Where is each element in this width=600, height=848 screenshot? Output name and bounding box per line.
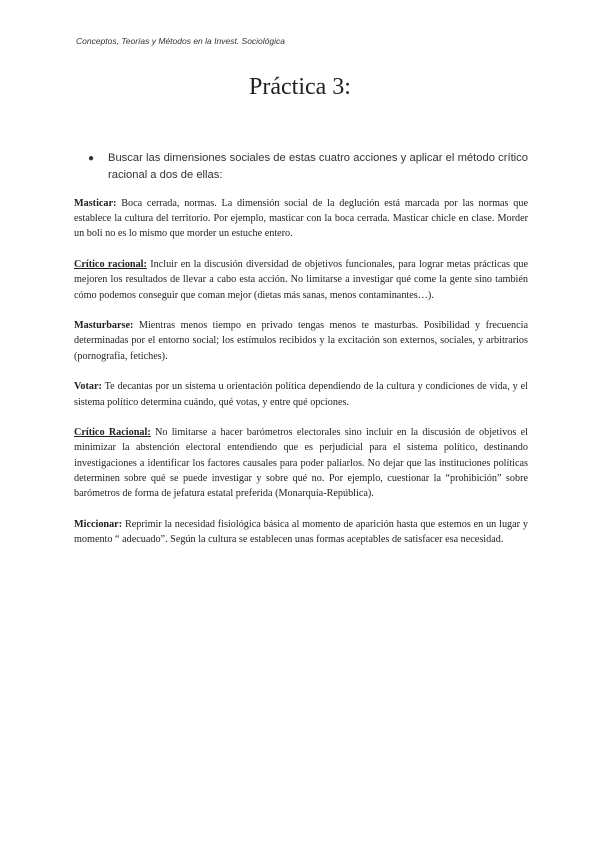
term-votar: Votar:: [74, 381, 102, 393]
paragraph-critico-racional-2: [74, 425, 528, 501]
running-header: Conceptos, Teorías y Métodos en la Invest. Sociológica: [76, 36, 285, 46]
term-critico-racional: Crítico Racional:: [74, 427, 151, 439]
bullet-icon: ●: [88, 153, 95, 164]
paragraph-text: No limitarse a hacer barómetros electorales sino incluir en la discusión de objetivos el minimizar la abstención electoral entendiendo que es perjudicial para el sistema político, destinando investigaciones a identificar los factores causales para poder paliarlos. No dejar que las instituciones políticas determinen sobre qué se puede investigar y sobre qué no. Por ejemplo, cuestionar la “prohibición” sobre barómetros de forma de jefatura estatal preferida (Monarquía-República).: [74, 427, 528, 500]
paragraph-text: Te decantas por un sistema u orientación política dependiendo de la cultura y condiciones de vida, y el sistema político determina cuándo, qué votas, y entre qué opciones.: [74, 381, 528, 408]
document-body: [74, 196, 528, 563]
paragraph-votar: [74, 379, 528, 409]
paragraph-text: Incluir en la discusión diversidad de objetivos funcionales, para lograr metas prácticas que mejoren los resultados de llevar a cabo esta acción. No limitarse a investigar qué come la gente sino también cómo podemos conseguir que coman mejor (dietas más sanas, menos contaminantes…).: [74, 259, 528, 301]
term-miccionar: Miccionar:: [74, 518, 123, 530]
paragraph-text: Boca cerrada, normas. La dimensión social de la deglución está marcada por las normas que establece la cultura del territorio. Por ejemplo, masticar con la boca cerrada. Masticar chicle en clase. Morder un boli no es lo mismo que morder un estuche entero.: [74, 198, 528, 240]
paragraph-miccionar: [74, 517, 528, 547]
paragraph-masticar: [74, 196, 528, 242]
instruction-text: Buscar las dimensiones sociales de estas cuatro acciones y aplicar el método crítico racional a dos de ellas:: [108, 152, 528, 181]
term-masticar: Masticar:: [74, 198, 117, 209]
paragraph-text: Reprimir la necesidad fisiológica básica al momento de aparición hasta que estemos en un lugar y momento “ adecuado”. Según la cultura se establecen unas formas aceptables de satisfacer esa necesidad.: [74, 518, 528, 545]
paragraph-masturbarse: [74, 318, 528, 364]
term-masturbarse: Masturbarse:: [74, 320, 134, 332]
term-critico-racional: Crítico racional:: [74, 259, 147, 271]
paragraph-critico-racional-1: [74, 257, 528, 303]
paragraph-text: Mientras menos tiempo en privado tengas menos te masturbas. Posibilidad y frecuencia determinadas por el entorno social; los estímulos recibidos y la excitación son externos, sociales, y arbitrarios (pornografía, fetiches).: [74, 320, 528, 362]
instruction-list-item: [88, 150, 528, 184]
page-title: Práctica 3:: [249, 74, 351, 100]
